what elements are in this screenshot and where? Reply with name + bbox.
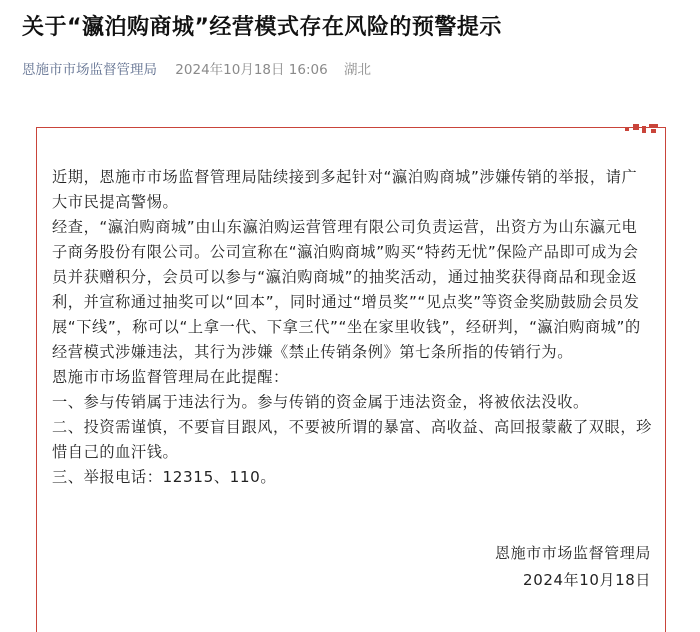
notice-frame — [36, 127, 666, 632]
article-title: 关于“瀛泊购商城”经营模式存在风险的预警提示 — [22, 15, 502, 40]
article-meta — [22, 58, 371, 78]
corner-decoration-icon — [625, 124, 659, 134]
region-label: 湖北 — [344, 62, 372, 78]
signature-org: 恩施市市场监督管理局 — [494, 544, 651, 562]
paragraph-point-2: 二、投资需谨慎，不要盲目跟风，不要被所谓的暴富、高收益、高回报蒙蔽了双眼，珍惜自己的血汗钱。 — [52, 418, 652, 461]
paragraph-investigation: 经查，“瀛泊购商城”由山东瀛泊购运营管理有限公司负责运营，出资方为山东瀛元电子商务股份有限公司。公司宣称在“瀛泊购商城”购买“特药无忧”保险产品即可成为会员并获赠积分，会员可以参与“瀛泊购商城”的抽奖活动，通过抽奖获得商品和现金返利，并宣称通过抽奖可以“回本”，同时通过“增员奖”“见点奖”等资金奖励鼓励会员发展“下线”，称可以“上拿一代、下拿三代”“坐在家里收钱”，经研判，“瀛泊购商城”的经营模式涉嫌违法，其行为涉嫌《禁止传销条例》第七条所指的传销行为。 — [52, 218, 641, 361]
paragraph-point-3: 三、举报电话：12315、110。 — [52, 468, 277, 486]
notice-body — [52, 165, 652, 490]
source-link[interactable]: 恩施市市场监督管理局 — [22, 62, 157, 78]
signature-date: 2024年10月18日 — [523, 571, 651, 589]
signature-block — [495, 540, 651, 594]
paragraph-point-1: 一、参与传销属于违法行为。参与传销的资金属于违法资金，将被依法没收。 — [52, 393, 589, 411]
publish-datetime: 2024年10月18日 16:06 — [175, 62, 328, 78]
paragraph-intro: 近期，恩施市市场监督管理局陆续接到多起针对“瀛泊购商城”涉嫌传销的举报，请广大市民提高警惕。 — [52, 168, 638, 211]
paragraph-reminder-heading: 恩施市市场监督管理局在此提醒： — [52, 368, 289, 386]
